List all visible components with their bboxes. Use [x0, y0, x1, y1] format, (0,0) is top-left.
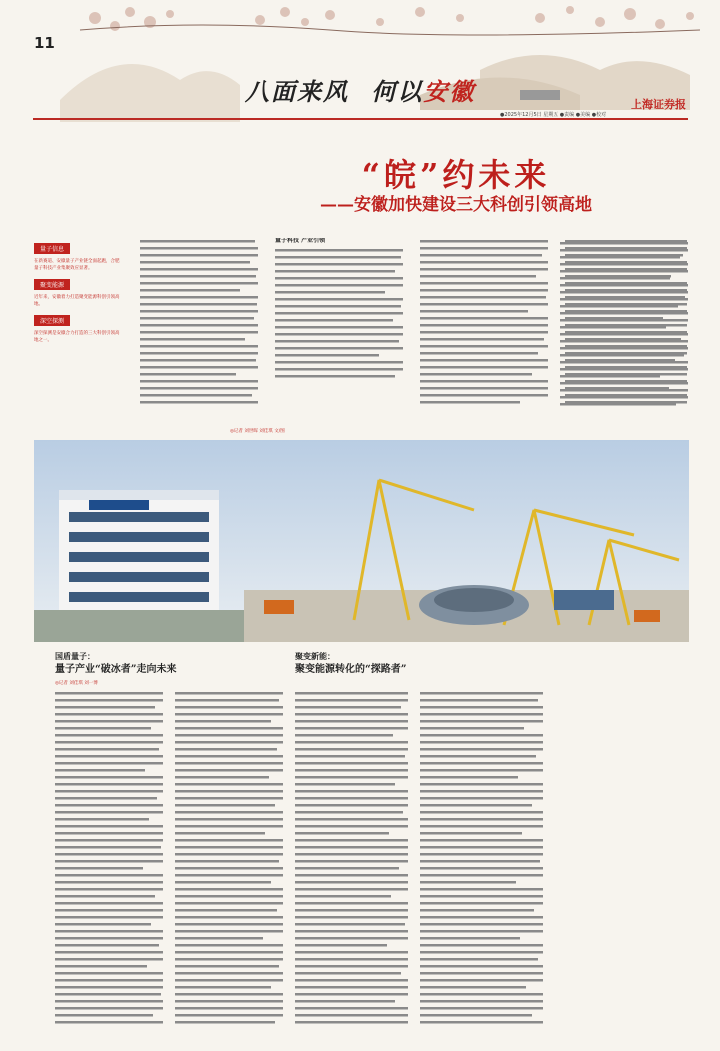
section-fusion-title-line1: 聚变新能：	[295, 651, 335, 661]
body-column-3	[295, 688, 410, 1038]
body-column-right	[560, 238, 690, 1038]
section-quantum-title-line1: 国盾量子：	[55, 651, 95, 661]
sidebar-text-quantum: 在新赛道、安徽量子产业链全面起跑，合肥量子科技产业集聚效应显著。	[34, 259, 120, 271]
sidebar-tag-fusion: 聚变能源	[34, 279, 70, 290]
sidebar-text-fusion: 近年来，安徽着力打造聚变能源科创引领高地。	[34, 295, 120, 307]
headline: “皖”约未来	[361, 156, 551, 194]
section-fusion-title-line2: 聚变能源转化的“探路者”	[295, 664, 407, 675]
section-quantum-byline: ◎记者 刘佳琪 刘一博	[55, 681, 98, 686]
lead-column-2	[275, 238, 405, 423]
banner-title-left: 八面来风	[245, 77, 349, 106]
dateline: ●2025年12月5日 星期五 ●责编 ●美编 ●校对	[500, 112, 607, 118]
body-column-4	[420, 688, 545, 1038]
banner-title	[245, 72, 475, 107]
lead-column-3	[420, 238, 550, 423]
sidebar-text-deep-space: 深空探测是安徽合力打造的三大科创引领高地之一。	[34, 331, 120, 343]
masthead: 上海证券报	[631, 98, 686, 111]
lead-byline: ◎记者 刘世晖 刘佳琪 文/图	[230, 429, 285, 434]
section-fusion-heading	[295, 650, 407, 676]
lead-column-1	[140, 238, 260, 423]
lead-section-label: 量子科技 产业引领	[275, 238, 326, 244]
sidebar-tag-deep-space: 深空探测	[34, 315, 70, 326]
sidebar-tag-quantum: 量子信息	[34, 243, 70, 254]
banner-title-highlight: 安徽	[423, 77, 476, 106]
section-quantum-title-line2: 量子产业“破冰者”走向未来	[55, 664, 177, 675]
banner-title-right: 何以	[371, 77, 424, 106]
header-rule	[33, 118, 688, 120]
page-number: 11	[34, 34, 55, 52]
subheadline: ——安徽加快建设三大科创引领高地	[320, 195, 592, 215]
body-column-1	[55, 688, 165, 1038]
body-column-2	[175, 688, 285, 1038]
section-quantum-heading	[55, 650, 177, 676]
